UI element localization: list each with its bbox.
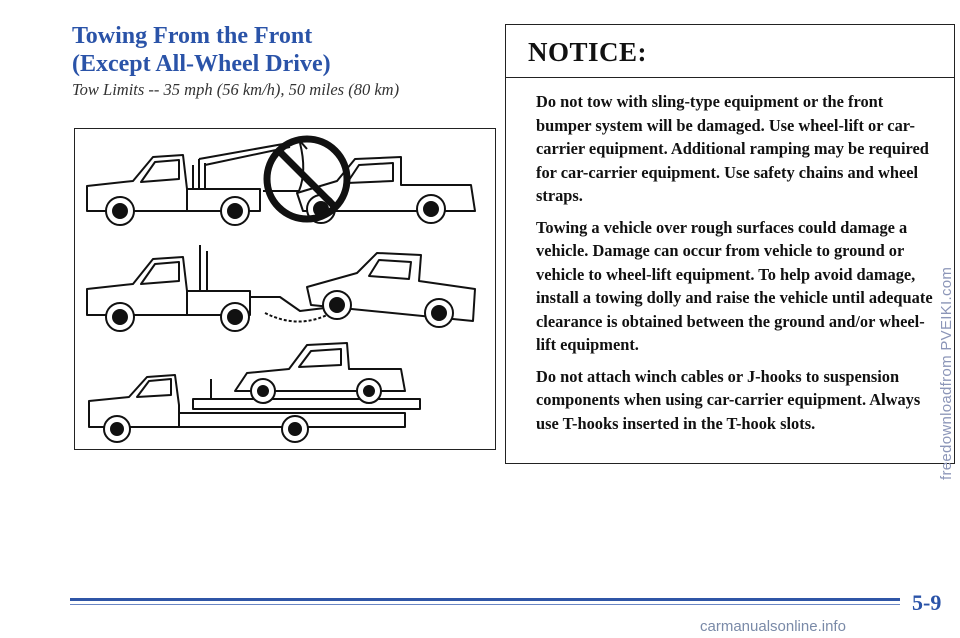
notice-body: [506, 78, 954, 435]
footer-site-text: carmanualsonline.info: [700, 618, 846, 635]
towing-methods-drawing: [75, 129, 495, 449]
watermark-text: freedownloadfrom PVEIKI.com: [938, 266, 955, 480]
side-watermark: [918, 266, 958, 520]
notice-paragraph-1: Do not tow with sling-type equipment or the front bumper system will be damaged. Use wheel-lift or car-carrier equipment. Additional ramping may be required for car-carrier equipment. Use safety chains and wheel straps.: [536, 92, 929, 205]
notice-paragraph-3: Do not attach winch cables or J-hooks to suspension components when using car-carrier equipment. Always use T-hooks inserted in the T-hook slots.: [536, 366, 921, 433]
footer-rule: [70, 598, 900, 601]
footer-rule-thin: [70, 604, 900, 605]
heading-line-2: (Except All-Wheel Drive): [72, 51, 331, 77]
sling-tow-panel: [87, 139, 475, 225]
car-carrier-panel: [89, 343, 420, 442]
towing-illustration: [74, 128, 496, 450]
wheel-lift-tow-panel: [87, 245, 475, 331]
heading-line-1: Towing From the Front: [72, 23, 313, 49]
page-number: 5-9: [912, 590, 942, 615]
notice-box: [505, 24, 955, 464]
section-heading: [72, 22, 331, 78]
notice-paragraph-2: Towing a vehicle over rough surfaces could damage a vehicle. Damage can occur from vehicle to ground or vehicle to wheel-lift equipment. To help avoid damage, install a towing dolly and raise the vehicle until adequate clearance is obtained between the ground and/or wheel-lift equipment.: [536, 217, 933, 354]
notice-title: NOTICE:: [506, 25, 954, 78]
tow-limits-text: Tow Limits -- 35 mph (56 km/h), 50 miles (80 km): [72, 80, 400, 99]
